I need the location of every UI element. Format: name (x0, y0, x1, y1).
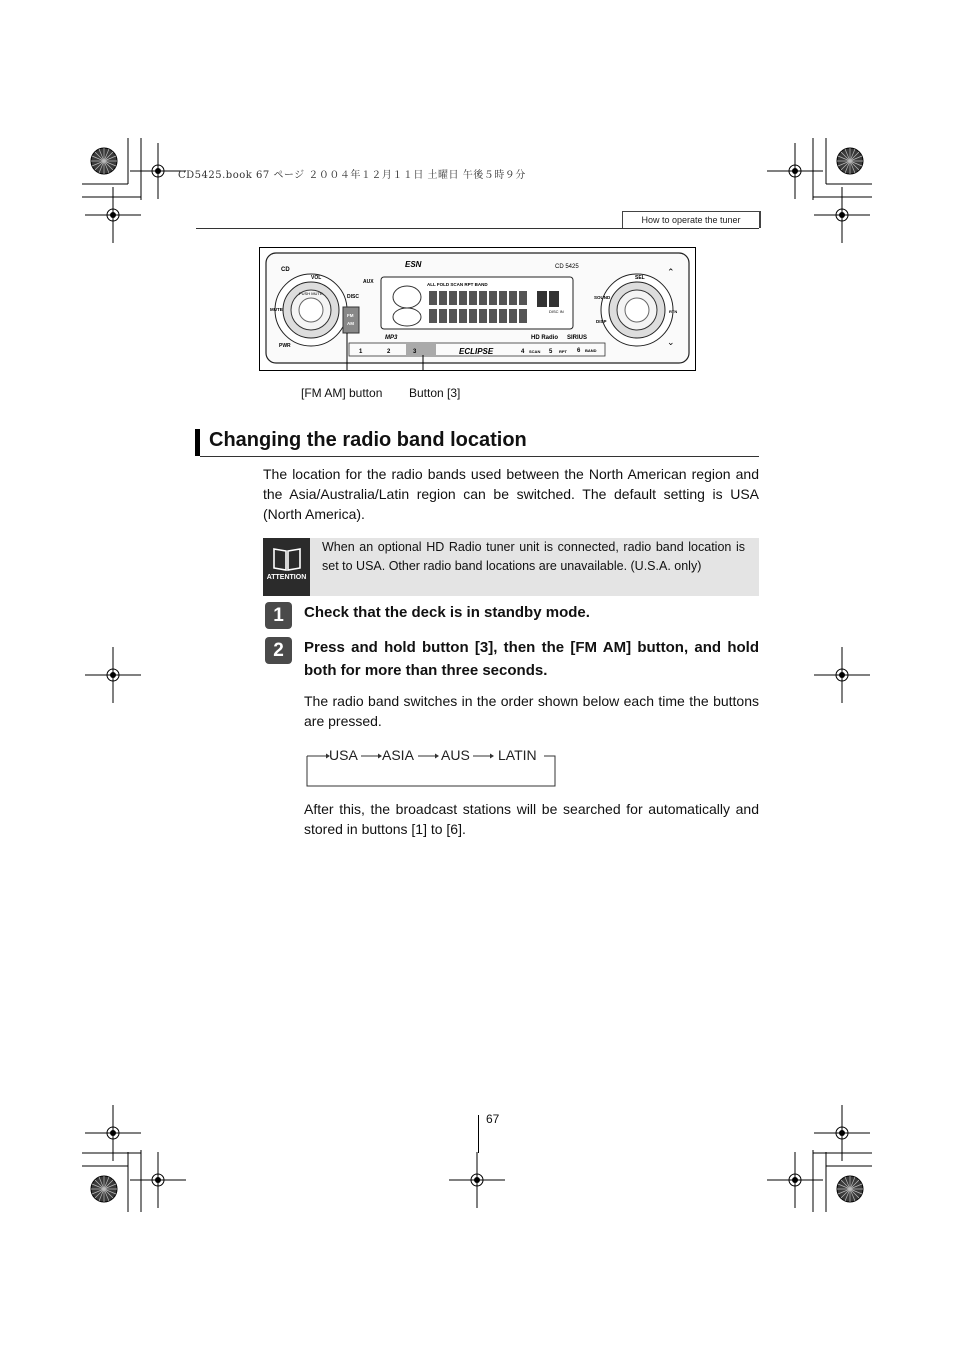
rpt-label: RPT (559, 349, 567, 354)
rtn-button: RTN (669, 309, 678, 314)
step-2-number: 2 (265, 637, 292, 664)
aux-label: AUX (363, 279, 374, 285)
volume-knob (275, 274, 347, 346)
preset-5: 5 (549, 349, 553, 355)
book-icon (272, 546, 302, 572)
attention-label: ATTENTION (266, 574, 307, 581)
running-head: How to operate the tuner (622, 211, 761, 228)
disc-button: DISC (347, 294, 359, 300)
header-rule (196, 228, 759, 229)
flow-latin: LATIN (498, 747, 537, 763)
after-paragraph: After this, the broadcast stations will be searched for automatically and stored in buttons [1] to [6]. (304, 801, 759, 837)
brand-logo: ESN (405, 260, 422, 269)
preset-6: 6 (577, 348, 581, 354)
cd-button: CD (281, 267, 290, 273)
flow-aus: AUS (441, 747, 470, 763)
preset-2: 2 (387, 349, 391, 355)
caption-fm-am-button: [FM AM] button (301, 386, 383, 400)
heading-rule (200, 456, 759, 457)
push-mute-label: PUSH MUTE (299, 291, 323, 296)
sirius-logo: SIRIUS (567, 335, 588, 341)
hd-radio-logo: HD Radio (531, 335, 558, 341)
preset-3-shape (406, 344, 436, 355)
preset-1: 1 (359, 349, 363, 355)
display-status: ALL FOLD SCAN RPT BAND (427, 282, 488, 287)
up-arrow-icon: ⌃ (667, 268, 675, 278)
flow-usa: USA (329, 747, 358, 763)
mute-label: MUTE (270, 307, 283, 312)
down-arrow-icon: ⌄ (667, 338, 675, 348)
band-label: BAND (585, 348, 597, 353)
attention-text: When an optional HD Radio tuner unit is connected, radio band location is set to USA. Other radio band locations are unavailable. (U.S.A. only) (322, 540, 745, 573)
vol-label: VOL (311, 275, 322, 281)
pwr-button: PWR (279, 343, 291, 349)
step-1-number: 1 (265, 602, 292, 629)
step-2-detail: The radio band switches in the order shown below each time the buttons are pressed. (304, 693, 759, 729)
car-stereo-figure (259, 247, 696, 371)
flow-asia: ASIA (382, 747, 414, 763)
select-knob (601, 274, 673, 346)
fm-am-button-shape (343, 307, 359, 333)
step-2-text: Press and hold button [3], then the [FM AM] button, and hold both for more than three seconds. (304, 639, 759, 679)
sound-button: SOUND (594, 295, 611, 300)
page-number: 67 (486, 1112, 500, 1126)
intro-paragraph: The location for the radio bands used between the North American region and the Asia/Australia/Latin region can be switched. The default setting is USA (North America). (263, 466, 759, 522)
mp3-logo: MP3 (385, 335, 398, 341)
section-title: Changing the radio band location (209, 429, 527, 451)
attention-icon (263, 538, 310, 596)
print-info: CD5425.book 67 ページ ２００４年１２月１１日 土曜日 午後５時９分 (178, 170, 526, 181)
step-1-text: Check that the deck is in standby mode. (304, 604, 590, 621)
display-disc: DISC IN (549, 309, 564, 314)
maker-logo: ECLIPSE (459, 347, 494, 356)
disp-button: DISP (596, 319, 607, 324)
heading-bar (195, 429, 200, 456)
sel-label: SEL (635, 275, 645, 281)
page-number-rule (478, 1115, 479, 1153)
preset-3: 3 (413, 349, 417, 355)
preset-4: 4 (521, 349, 525, 355)
fm-label: FM (347, 313, 354, 318)
model-label: CD 5425 (555, 264, 579, 270)
scan-label: SCAN (529, 349, 541, 354)
am-label: AM (347, 321, 354, 326)
caption-button-3: Button [3] (409, 386, 461, 400)
